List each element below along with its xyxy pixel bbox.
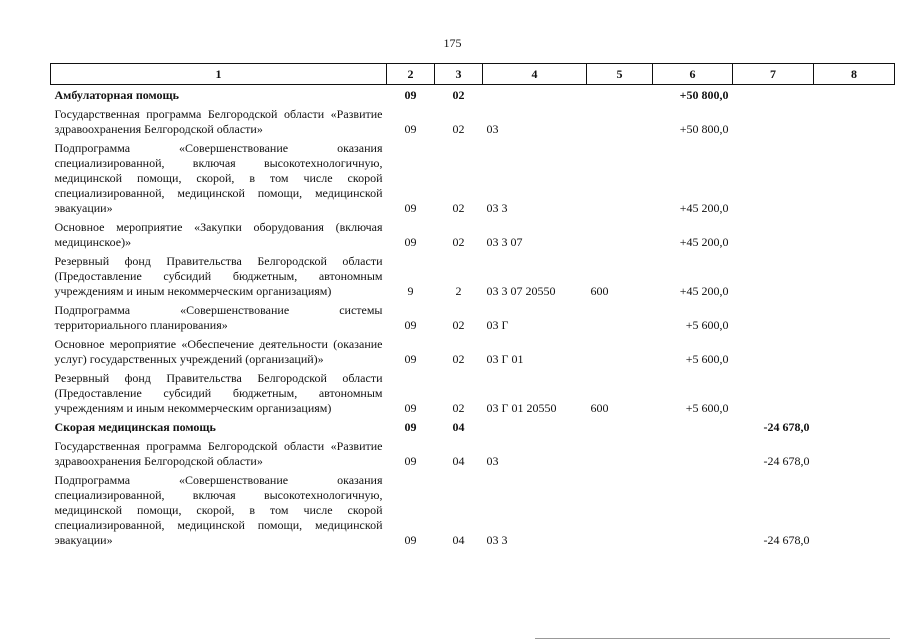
row-cell-c3: 02 [452,352,465,366]
row-cell-c6 [653,417,733,436]
column-header: 7 [733,64,814,85]
table-row [51,368,895,417]
column-header: 8 [814,64,895,85]
row-cell-c5 [587,138,653,217]
row-cell-c2: 09 [404,420,417,434]
row-cell-c4: 03 Г 01 [486,352,524,366]
row-cell-c3: 04 [452,420,465,434]
row-cell-c8 [814,104,895,138]
row-cell-c3: 02 [452,401,465,415]
row-cell-c7: -24 678,0 [763,533,810,547]
row-cell-c3: 02 [452,201,465,215]
row-label: Основное мероприятие «Обеспечение деятельности (оказание услуг) государственных учреждений (организаций)» [54,337,383,366]
row-cell-c2: 09 [404,201,417,215]
row-cell-c7 [733,251,814,300]
row-cell-c6: +5 600,0 [685,318,729,332]
row-cell-c7 [733,138,814,217]
row-cell-c2: 09 [404,352,417,366]
row-cell-c3: 04 [452,533,465,547]
row-cell-c8 [814,470,895,549]
row-cell-c8 [814,217,895,251]
row-cell-c8 [814,85,895,105]
row-cell-c5: 600 [590,401,609,415]
row-cell-c2: 09 [404,318,417,332]
row-cell-c7 [733,85,814,105]
row-cell-c8 [814,138,895,217]
table-row [51,334,895,368]
row-cell-c4: 03 3 07 20550 [486,284,556,298]
row-cell-c2: 09 [404,235,417,249]
row-cell-c8 [814,368,895,417]
row-cell-c3: 02 [452,318,465,332]
row-cell-c6: +5 600,0 [685,401,729,415]
row-cell-c4 [483,417,587,436]
column-header: 3 [435,64,483,85]
page-number: 175 [443,36,462,50]
row-cell-c5: 600 [590,284,609,298]
table-row [51,217,895,251]
row-label: Подпрограмма «Совершенствование системы территориального планирования» [54,303,383,332]
row-cell-c7 [733,368,814,417]
row-label: Резервный фонд Правительства Белгородской области (Предоставление субсидий бюджетным, автономным учреждениям и иным некоммерческим организациям) [54,371,383,415]
row-cell-c7: -24 678,0 [763,454,810,468]
row-cell-c4: 03 3 07 [486,235,523,249]
row-cell-c4 [483,85,587,105]
row-cell-c8 [814,251,895,300]
row-label: Государственная программа Белгородской области «Развитие здравоохранения Белгородской области» [54,439,383,468]
row-label: Основное мероприятие «Закупки оборудования (включая медицинское)» [54,220,383,249]
row-cell-c8 [814,300,895,334]
table-header-row [51,64,895,85]
row-cell-c3: 02 [452,235,465,249]
row-cell-c7 [733,334,814,368]
row-cell-c4: 03 3 [486,201,508,215]
row-cell-c5 [587,104,653,138]
row-cell-c2: 09 [404,454,417,468]
row-cell-c4: 03 3 [486,533,508,547]
column-header: 6 [653,64,733,85]
scan-edge-line [535,638,890,639]
row-label: Государственная программа Белгородской области «Развитие здравоохранения Белгородской области» [54,107,383,136]
row-cell-c4: 03 [486,454,499,468]
row-cell-c2: 09 [404,533,417,547]
row-cell-c6: +50 800,0 [679,88,729,102]
table-row [51,436,895,470]
table-row [51,470,895,549]
row-label: Подпрограмма «Совершенствование оказания специализированной, включая высокотехнологичную, медицинской помощи, скорой, в том числе скорой специализированной, медицинской помощи, медицинской эвакуации» [54,141,383,215]
row-cell-c6: +45 200,0 [679,284,729,298]
row-cell-c7 [733,217,814,251]
column-header: 1 [51,64,387,85]
row-cell-c5 [587,217,653,251]
row-cell-c5 [587,300,653,334]
table-body [51,85,895,550]
column-header: 4 [483,64,587,85]
row-cell-c8 [814,417,895,436]
row-cell-c2: 09 [404,122,417,136]
row-cell-c4: 03 Г [486,318,509,332]
row-cell-c8 [814,334,895,368]
column-header: 2 [387,64,435,85]
table-row [51,104,895,138]
row-cell-c6 [653,436,733,470]
row-cell-c2: 09 [404,88,417,102]
row-label: Скорая медицинская помощь [54,420,216,434]
row-cell-c8 [814,436,895,470]
table-row [51,300,895,334]
row-cell-c4: 03 [486,122,499,136]
table-row [51,417,895,436]
budget-table [50,63,895,549]
row-cell-c3: 02 [452,88,465,102]
row-cell-c5 [587,470,653,549]
row-cell-c7 [733,300,814,334]
row-cell-c5 [587,436,653,470]
row-cell-c3: 04 [452,454,465,468]
table-row [51,251,895,300]
row-cell-c7 [733,104,814,138]
row-cell-c6 [653,470,733,549]
row-cell-c6: +50 800,0 [679,122,729,136]
row-cell-c5 [587,417,653,436]
row-cell-c7: -24 678,0 [763,420,810,434]
row-cell-c6: +45 200,0 [679,235,729,249]
column-header: 5 [587,64,653,85]
row-cell-c4: 03 Г 01 20550 [486,401,557,415]
row-cell-c2: 9 [407,284,414,298]
row-cell-c3: 02 [452,122,465,136]
row-cell-c2: 09 [404,401,417,415]
row-label: Резервный фонд Правительства Белгородской области (Предоставление субсидий бюджетным, автономным учреждениям и иным некоммерческим организациям) [54,254,383,298]
row-label: Амбулаторная помощь [54,88,179,102]
row-cell-c5 [587,334,653,368]
row-cell-c5 [587,85,653,105]
row-label: Подпрограмма «Совершенствование оказания специализированной, включая высокотехнологичную, медицинской помощи, скорой, в том числе скорой специализированной, медицинской помощи, медицинской эвакуации» [54,473,383,547]
row-cell-c3: 2 [455,284,462,298]
row-cell-c6: +45 200,0 [679,201,729,215]
table-row [51,85,895,105]
table-row [51,138,895,217]
row-cell-c6: +5 600,0 [685,352,729,366]
